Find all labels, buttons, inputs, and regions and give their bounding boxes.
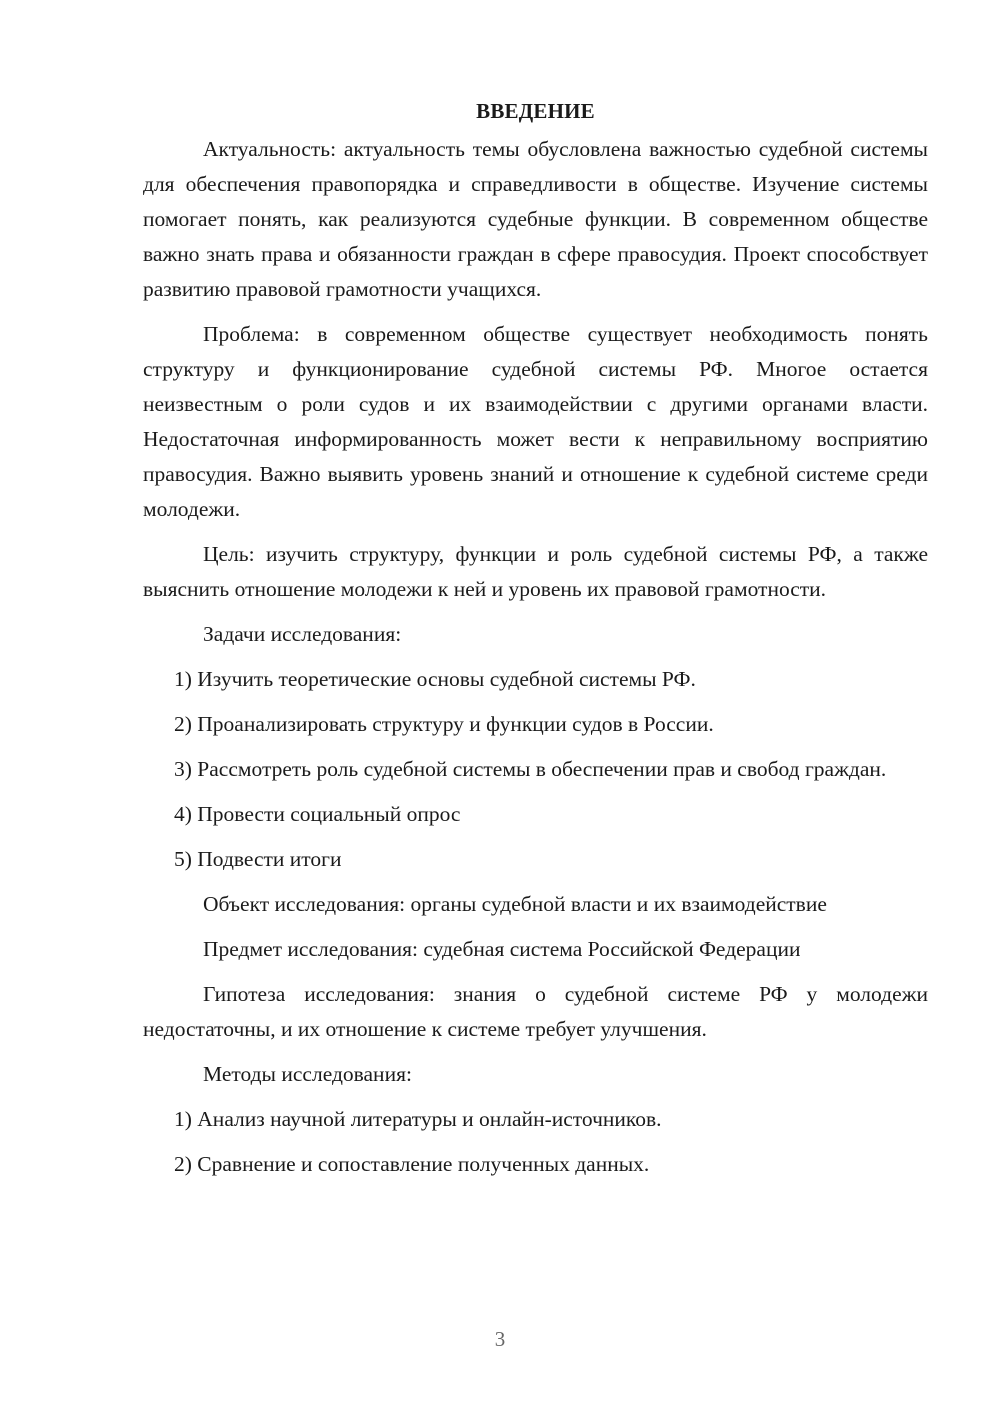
task-item: 1) Изучить теоретические основы судебной системы РФ. <box>174 667 696 691</box>
goal-paragraph: Цель: изучить структуру, функции и роль судебной системы РФ, а также выяснить отношение молодежи к ней и уровень их правовой грамотности. <box>143 542 928 601</box>
tasks-heading: Задачи исследования: <box>203 622 402 646</box>
document-page <box>143 96 928 1192</box>
page-number: 3 <box>494 1327 506 1351</box>
method-item: 1) Анализ научной литературы и онлайн-источников. <box>174 1107 662 1131</box>
task-item: 2) Проанализировать структуру и функции судов в России. <box>174 712 714 736</box>
task-item: 4) Провести социальный опрос <box>174 802 461 826</box>
task-item: 3) Рассмотреть роль судебной системы в обеспечении прав и свобод граждан. <box>174 757 887 781</box>
section-title: ВВЕДЕНИЕ <box>476 99 595 123</box>
subject-line: Предмет исследования: судебная система Российской Федерации <box>203 937 801 961</box>
task-item: 5) Подвести итоги <box>174 847 342 871</box>
hypothesis-paragraph: Гипотеза исследования: знания о судебной системе РФ у молодежи недостаточны, и их отношение к системе требует улучшения. <box>143 982 928 1041</box>
method-item: 2) Сравнение и сопоставление полученных данных. <box>174 1152 650 1176</box>
problem-paragraph: Проблема: в современном обществе существует необходимость понять структуру и функционирование судебной системы РФ. Многое остается неизвестным о роли судов и их взаимодействии с другими органами власти. Недостаточная информированность может вести к неправильному восприятию правосудия. Важно выявить уровень знаний и отношение к судебной системе среди молодежи. <box>143 322 928 521</box>
object-line: Объект исследования: органы судебной власти и их взаимодействие <box>203 892 827 916</box>
relevance-paragraph: Актуальность: актуальность темы обусловлена важностью судебной системы для обеспечения правопорядка и справедливости в обществе. Изучение системы помогает понять, как реализуются судебные функции. В современном обществе важно знать права и обязанности граждан в сфере правосудия. Проект способствует развитию правовой грамотности учащихся. <box>143 137 928 301</box>
methods-heading: Методы исследования: <box>203 1062 412 1086</box>
